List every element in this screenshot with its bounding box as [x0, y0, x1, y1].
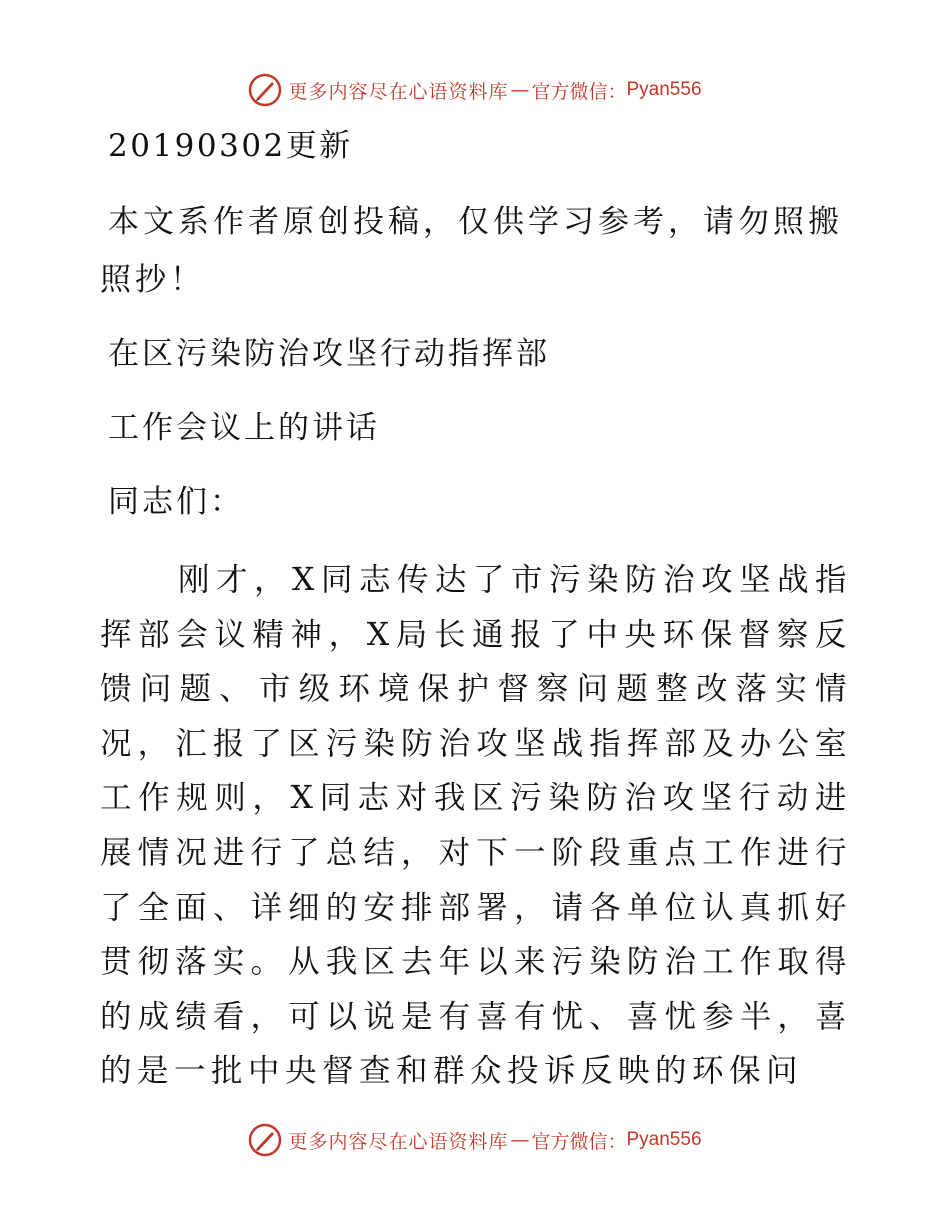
watermark-handle: Pyan556 — [626, 1129, 702, 1150]
footer-watermark — [0, 1120, 950, 1160]
feather-pen-icon — [248, 1123, 282, 1157]
watermark-brand: 更多内容尽在心语资料库 — [288, 1130, 509, 1153]
feather-pen-icon — [248, 73, 282, 107]
watermark-separator: — — [510, 79, 530, 101]
watermark-handle: Pyan556 — [626, 79, 702, 100]
header-watermark — [0, 70, 950, 110]
watermark-wechat-label: 官方微信： — [531, 1130, 627, 1153]
watermark-separator: — — [510, 1129, 530, 1151]
update-line: 20190302更新 — [108, 128, 353, 164]
notice-line-2: 照抄！ — [100, 262, 205, 298]
watermark-wechat-label: 官方微信： — [531, 80, 627, 103]
notice-line-1: 本文系作者原创投稿，仅供学习参考，请勿照搬 — [108, 204, 843, 240]
title-line-2: 工作会议上的讲话 — [108, 410, 380, 446]
title-line-1: 在区污染防治攻坚行动指挥部 — [108, 336, 550, 372]
watermark-brand: 更多内容尽在心语资料库 — [288, 80, 509, 103]
salutation: 同志们： — [108, 484, 244, 520]
body-paragraph: 刚才，X同志传达了市污染防治攻坚战指挥部会议精神，X局长通报了中央环保督察反馈问题、市级环境保护督察问题整改落实情况，汇报了区污染防治攻坚战指挥部及办公室工作规则，X同志对我区污染防治攻坚行动进展情况进行了总结，对下一阶段重点工作进行了全面、详细的安排部署，请各单位认真抓好贯彻落实。从我区去年以来污染防治工作取得的成绩看，可以说是有喜有忧、喜忧参半，喜的是一批中央督查和群众投诉反映的环保问 — [100, 562, 852, 1090]
